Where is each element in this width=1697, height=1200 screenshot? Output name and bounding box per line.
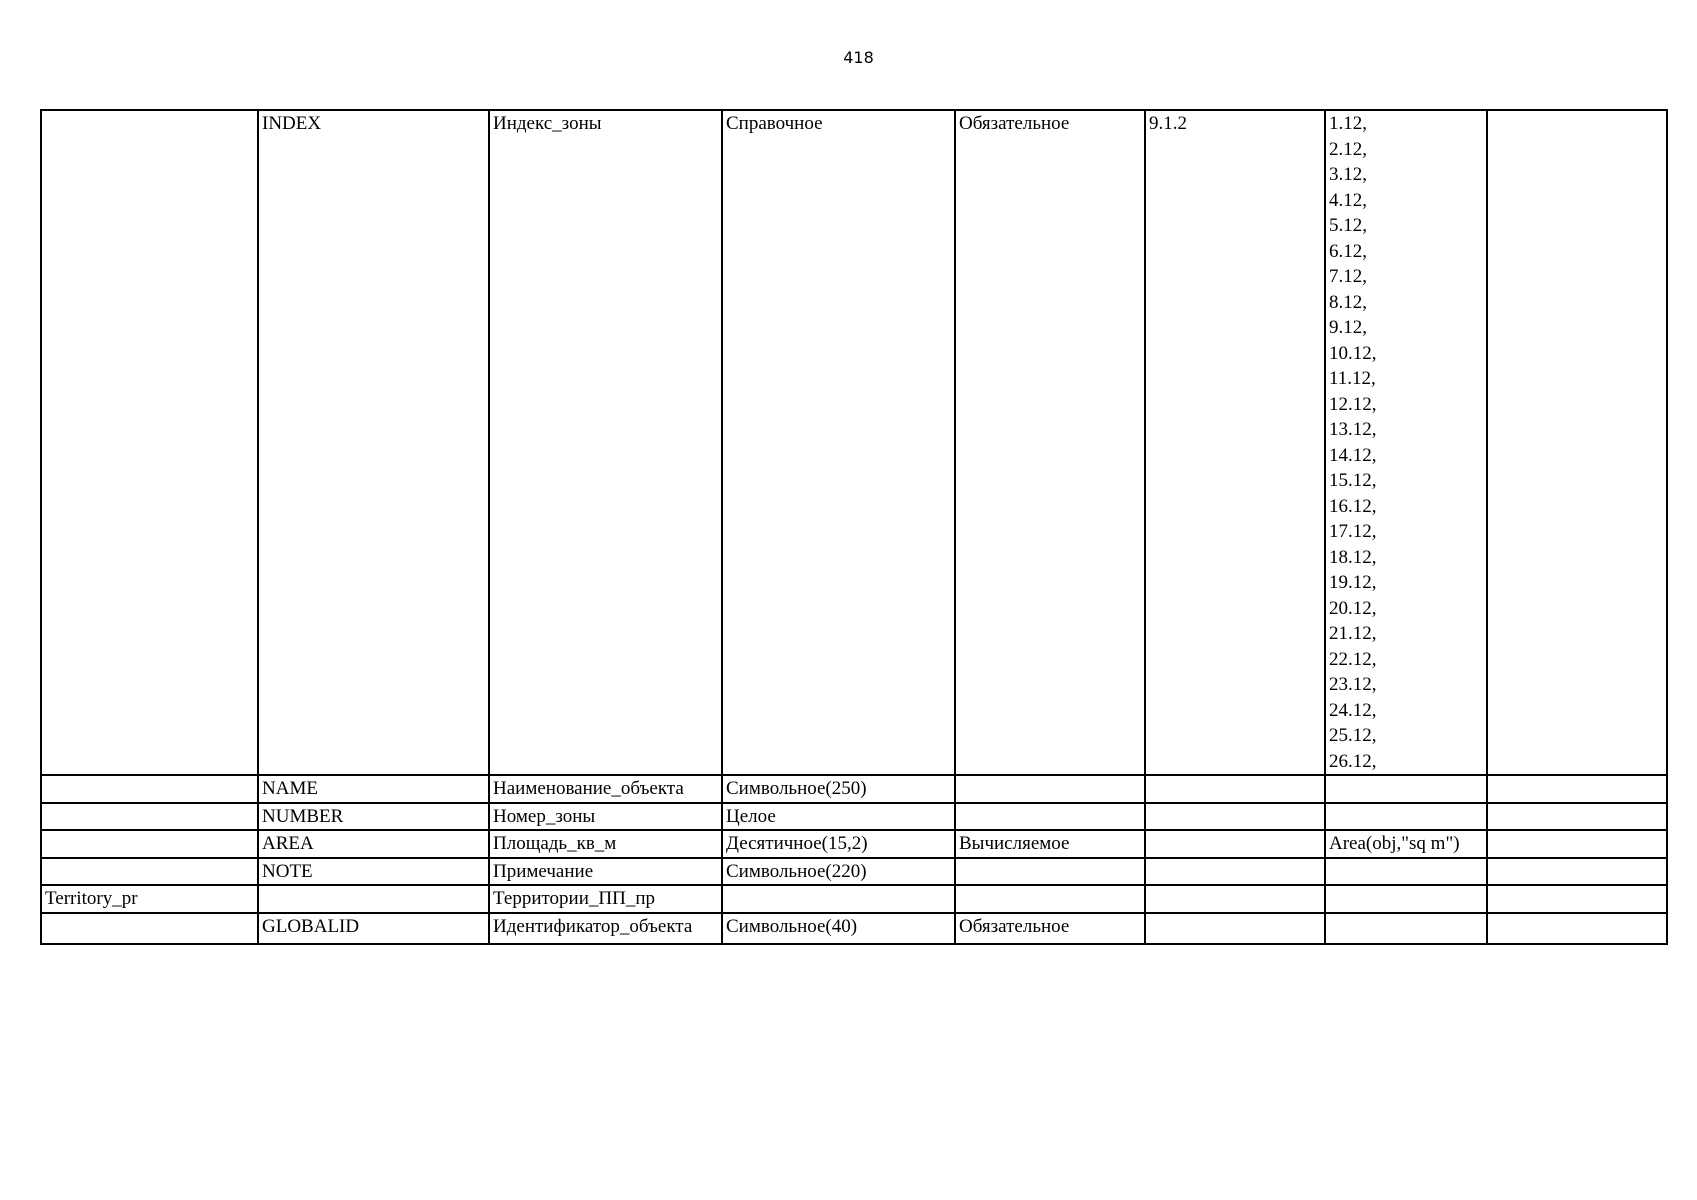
code-item: 25.12, xyxy=(1329,725,1377,746)
code-item: 18.12, xyxy=(1329,546,1377,568)
code-item: 17.12, xyxy=(1329,521,1377,542)
table-cell xyxy=(1145,803,1325,831)
table-cell: Территории_ПП_пр xyxy=(489,885,722,913)
table-row xyxy=(41,775,1667,803)
codes-list xyxy=(1329,111,1483,774)
table-row xyxy=(41,110,1667,775)
code-item: 26.12, xyxy=(1329,750,1377,772)
table-cell: Номер_зоны xyxy=(489,803,722,831)
table-cell xyxy=(1145,858,1325,886)
table-cell: NOTE xyxy=(258,858,489,886)
table-cell xyxy=(1145,830,1325,858)
table-cell xyxy=(1487,913,1667,944)
table-cell xyxy=(955,858,1145,886)
table-row xyxy=(41,858,1667,886)
table-cell xyxy=(1487,885,1667,913)
code-item: 7.12, xyxy=(1329,266,1367,287)
attributes-table xyxy=(40,109,1668,945)
code-item: 10.12, xyxy=(1329,342,1377,364)
table-cell xyxy=(955,885,1145,913)
table-cell xyxy=(955,775,1145,803)
table-cell xyxy=(258,885,489,913)
code-item: 23.12, xyxy=(1329,674,1377,695)
table-cell xyxy=(955,803,1145,831)
table-cell xyxy=(41,803,258,831)
code-item: 19.12, xyxy=(1329,572,1377,593)
table-cell xyxy=(1325,858,1487,886)
table-cell xyxy=(1325,803,1487,831)
table-cell xyxy=(41,775,258,803)
table-cell: GLOBALID xyxy=(258,913,489,944)
code-item: 14.12, xyxy=(1329,444,1377,466)
table-cell xyxy=(41,913,258,944)
table-cell: 9.1.2 xyxy=(1145,110,1325,775)
table-cell: Наименование_объекта xyxy=(489,775,722,803)
table-cell xyxy=(1487,110,1667,775)
code-item: 15.12, xyxy=(1329,470,1377,491)
code-item: 22.12, xyxy=(1329,648,1377,670)
table-cell: Примечание xyxy=(489,858,722,886)
table-cell-codes xyxy=(1325,110,1487,775)
table-cell xyxy=(1487,830,1667,858)
code-item: 2.12, xyxy=(1329,138,1367,160)
table-cell: Идентификатор_объекта xyxy=(489,913,722,944)
table-cell: Символьное(40) xyxy=(722,913,955,944)
code-item: 16.12, xyxy=(1329,495,1377,517)
table-cell xyxy=(1325,885,1487,913)
table-cell: Площадь_кв_м xyxy=(489,830,722,858)
code-item: 9.12, xyxy=(1329,317,1367,338)
page-number: 418 xyxy=(843,48,874,67)
table-row xyxy=(41,803,1667,831)
table-cell xyxy=(1145,913,1325,944)
table-cell: NAME xyxy=(258,775,489,803)
code-item: 13.12, xyxy=(1329,419,1377,440)
table-cell: INDEX xyxy=(258,110,489,775)
code-item: 21.12, xyxy=(1329,623,1377,644)
table-cell: AREA xyxy=(258,830,489,858)
table-cell xyxy=(1487,858,1667,886)
table-cell xyxy=(1145,885,1325,913)
table-cell xyxy=(41,830,258,858)
table-cell: NUMBER xyxy=(258,803,489,831)
table-cell: Символьное(250) xyxy=(722,775,955,803)
table-cell xyxy=(41,110,258,775)
table-cell: Вычисляемое xyxy=(955,830,1145,858)
code-item: 11.12, xyxy=(1329,368,1376,389)
table-cell: Индекс_зоны xyxy=(489,110,722,775)
code-item: 4.12, xyxy=(1329,189,1367,211)
code-item: 3.12, xyxy=(1329,164,1367,185)
table-row xyxy=(41,885,1667,913)
code-item: 6.12, xyxy=(1329,240,1367,262)
table-cell: Символьное(220) xyxy=(722,858,955,886)
code-item: 5.12, xyxy=(1329,215,1367,236)
table-row xyxy=(41,830,1667,858)
table-cell: Area(obj,"sq m") xyxy=(1325,830,1487,858)
table-cell: Целое xyxy=(722,803,955,831)
code-item: 8.12, xyxy=(1329,291,1367,313)
code-item: 24.12, xyxy=(1329,699,1377,721)
table-cell xyxy=(1487,775,1667,803)
code-item: 20.12, xyxy=(1329,597,1377,619)
table-cell xyxy=(1487,803,1667,831)
table-cell: Справочное xyxy=(722,110,955,775)
table-cell xyxy=(722,885,955,913)
table-cell: Обязательное xyxy=(955,913,1145,944)
table-cell: Десятичное(15,2) xyxy=(722,830,955,858)
table-cell xyxy=(1325,913,1487,944)
table-cell xyxy=(1325,775,1487,803)
table-cell: Обязательное xyxy=(955,110,1145,775)
table-row xyxy=(41,913,1667,944)
table-cell xyxy=(41,858,258,886)
table-cell: Territory_pr xyxy=(41,885,258,913)
code-item: 12.12, xyxy=(1329,393,1377,415)
code-item: 1.12, xyxy=(1329,113,1367,134)
table-cell xyxy=(1145,775,1325,803)
